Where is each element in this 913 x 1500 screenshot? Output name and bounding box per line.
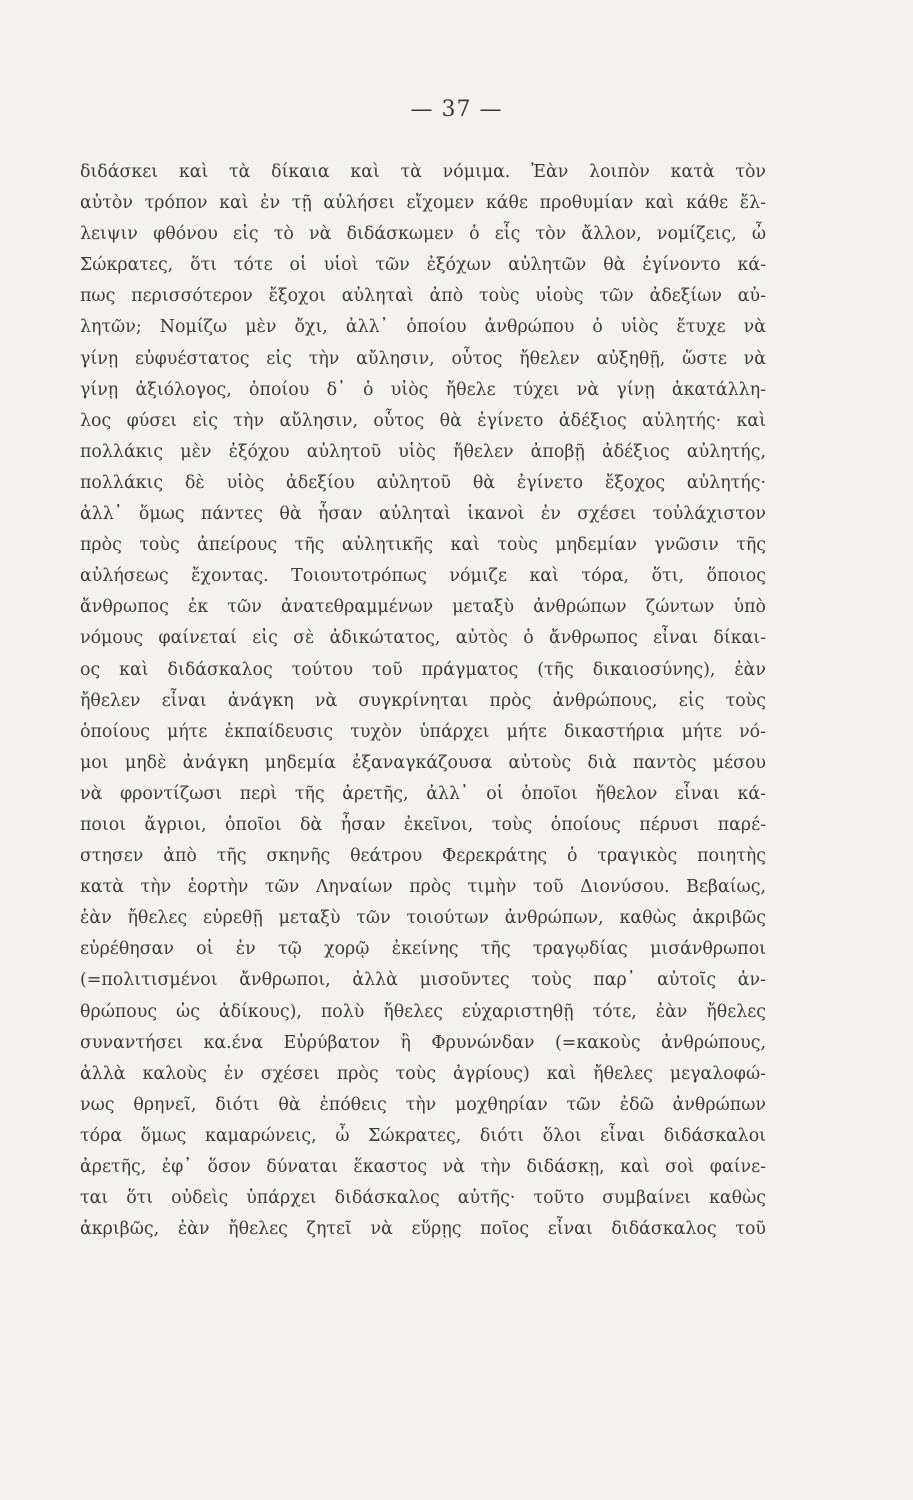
text-line: αὐτὸν τρόπον καὶ ἐν τῇ αὐλήσει εἴχομεν κάθε προθυμίαν καὶ κάθε ἔλ- [80,193,766,214]
text-line: (=πολιτισμένοι ἄνθρωποι, ἀλλὰ μισοῦντες τοὺς παρ᾽ αὐτοῖς ἀν- [80,970,766,991]
text-line: εὑρέθησαν οἱ ἐν τῷ χορῷ ἐκείνης τῆς τραγῳδίας μισάνθρωποι [80,939,766,960]
body-text [80,157,766,1245]
text-line: ποιοι ἄγριοι, ὁποῖοι δὰ ἦσαν ἐκεῖνοι, τοὺς ὁποίους πέρυσι παρέ- [80,814,766,835]
text-line: ἤθελεν εἶναι ἀνάγκη νὰ συγκρίνηται πρὸς ἀνθρώπους, εἰς τοὺς [80,690,766,711]
text-line: νως θρηνεῖ, διότι θὰ ἐπόθεις τὴν μοχθηρίαν τῶν ἐδῶ ἀνθρώπων [80,1094,766,1115]
text-line: ἐὰν ἤθελες εὑρεθῇ μεταξὺ τῶν τοιούτων ἀνθρώπων, καθὼς ἀκριβῶς [80,908,766,929]
text-line: ος καὶ διδάσκαλος τούτου τοῦ πράγματος (τῆς δικαιοσύνης), ἐὰν [80,659,766,680]
text-line: διδάσκει καὶ τὰ δίκαια καὶ τὰ νόμιμα. Ἐὰν λοιπὸν κατὰ τὸν [80,162,766,182]
page-number: — 37 — [410,97,503,122]
text-line: θρώπους ὡς ἀδίκους), πολὺ ἤθελες εὐχαριστηθῇ τότε, ἐὰν ἤθελες [80,1001,766,1022]
text-line: συναντήσει κα.ένα Εὐρύβατον ἢ Φρυνώνδαν (=κακοὺς ἀνθρώπους, [80,1032,766,1053]
text-line: αὐλήσεως ἔχοντας. Τοιουτοτρόπως νόμιζε καὶ τόρα, ὅτι, ὅποιος [80,566,766,587]
text-line: μοι μηδὲ ἀνάγκη μηδεμία ἐξαναγκάζουσα αὐτοὺς διὰ παντὸς μέσου [80,752,766,773]
text-line: ἀκριβῶς, ἐὰν ἤθελες ζητεῖ νὰ εὕρῃς ποῖος εἶναι διδάσκαλος τοῦ [80,1219,766,1240]
text-line: νὰ φροντίζωσι περὶ τῆς ἀρετῆς, ἀλλ᾽ οἱ ὁποῖοι ἤθελον εἶναι κά- [80,783,766,804]
text-line: γίνῃ εὐφυέστατος εἰς τὴν αὔλησιν, οὗτος ἤθελεν αὐξηθῇ, ὥστε νὰ [80,348,766,369]
text-line: πολλάκις δὲ υἱὸς ἀδεξίου αὐλητοῦ θὰ ἐγίνετο ἔξοχος αὐλητής· [80,472,766,493]
text-line: ἄνθρωπος ἐκ τῶν ἀνατεθραμμένων μεταξὺ ἀνθρώπων ζώντων ὑπὸ [80,597,766,618]
text-line: Σώκρατες, ὅτι τότε οἱ υἱοὶ τῶν ἐξόχων αὐλητῶν θὰ ἐγίνοντο κά- [80,255,766,276]
text-line: λος φύσει εἰς τὴν αὔλησιν, οὗτος θὰ ἐγίνετο ἀδέξιος αὐλητής· καὶ [80,410,766,431]
text-line: πως περισσότερον ἔξοχοι αὐληταὶ ἀπὸ τοὺς υἱοὺς τῶν ἀδεξίων αὐ- [80,286,766,307]
text-line: τόρα ὅμως καμαρώνεις, ὦ Σώκρατες, διότι ὅλοι εἶναι διδάσκαλοι [80,1125,766,1146]
text-line: πρὸς τοὺς ἀπείρους τῆς αὐλητικῆς καὶ τοὺς μηδεμίαν γνῶσιν τῆς [80,535,766,556]
text-line: ὁποίους μήτε ἐκπαίδευσις τυχὸν ὑπάρχει μήτε δικαστήρια μήτε νό- [80,721,766,742]
text-line: γίνῃ ἀξιόλογος, ὁποίου δ᾽ ὁ υἱὸς ἤθελε τύχει νὰ γίνῃ ἀκατάλλη- [80,379,766,400]
text-line: ἀρετῆς, ἐφ᾽ ὅσον δύναται ἕκαστος νὰ τὴν διδάσκῃ, καὶ σοὶ φαίνε- [80,1157,766,1177]
text-line: ἀλλὰ καλοὺς ἐν σχέσει πρὸς τοὺς ἀγρίους) καὶ ἤθελες μεγαλοφώ- [80,1063,766,1084]
text-line: κατὰ τὴν ἑορτὴν τῶν Ληναίων πρὸς τιμὴν τοῦ Διονύσου. Βεβαίως, [80,877,766,898]
text-line: πολλάκις μὲν ἐξόχου αὐλητοῦ υἱὸς ἤθελεν ἀποβῇ ἀδέξιος αὐλητής, [80,441,766,462]
text-line: στησεν ἀπὸ τῆς σκηνῆς θεάτρου Φερεκράτης ὁ τραγικὸς ποιητὴς [80,846,766,867]
text-line: λειψιν φθόνου εἰς τὸ νὰ διδάσκωμεν ὁ εἷς τὸν ἄλλον, νομίζεις, ὦ [80,224,766,245]
text-line: λητῶν; Νομίζω μὲν ὄχι, ἀλλ᾽ ὁποίου ἀνθρώπου ὁ υἱὸς ἔτυχε νὰ [80,317,766,338]
text-line: ἀλλ᾽ ὅμως πάντες θὰ ἦσαν αὐληταὶ ἱκανοὶ ἐν σχέσει τοὐλάχιστον [80,504,766,525]
text-line: ται ὅτι οὐδεὶς ὑπάρχει διδάσκαλος αὐτῆς· τοῦτο συμβαίνει καθὼς [80,1188,766,1209]
text-line: νόμους φαίνεταί εἰς σὲ ἀδικώτατος, αὐτὸς ὁ ἄνθρωπος εἶναι δίκαι- [80,628,766,649]
